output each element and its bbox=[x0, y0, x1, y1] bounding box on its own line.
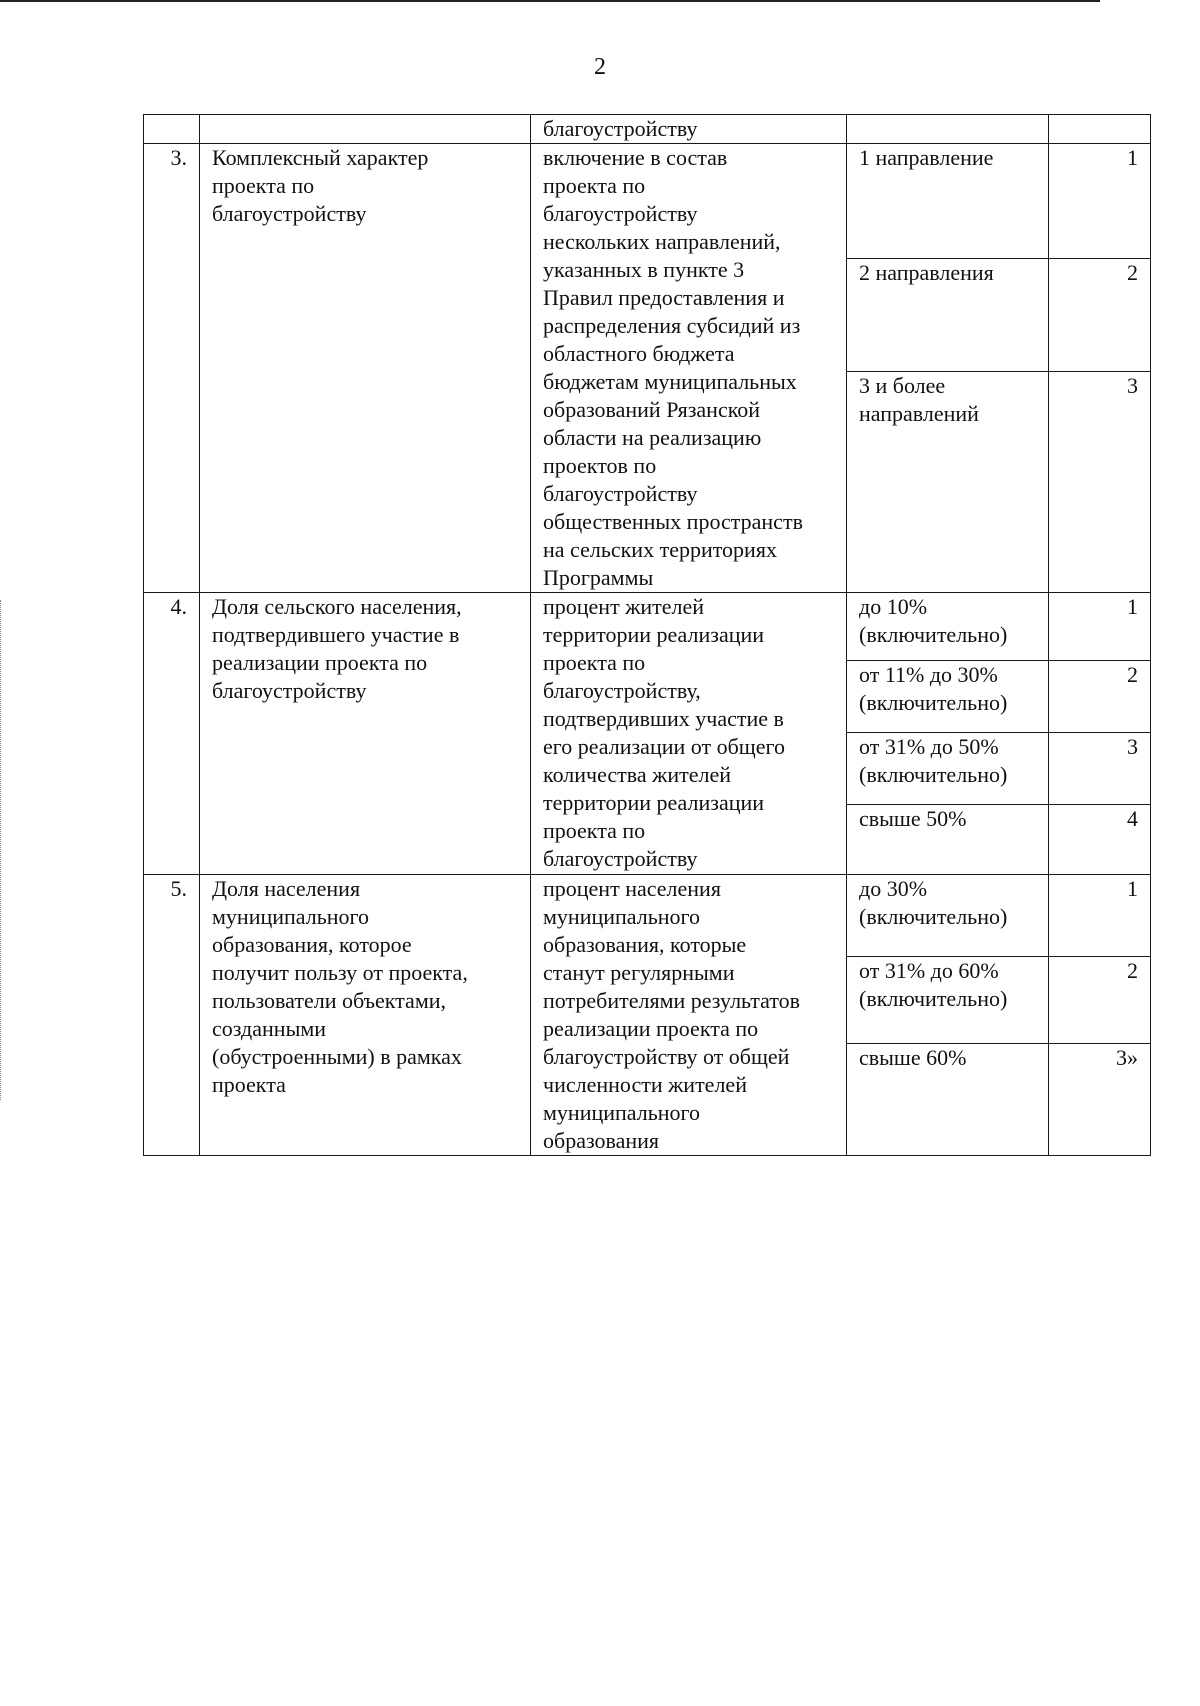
page-number: 2 bbox=[594, 54, 606, 80]
table-row bbox=[144, 593, 1151, 661]
cell-criterion bbox=[200, 115, 531, 144]
criterion-number: 3. bbox=[144, 144, 200, 593]
cell-description: благоустройству bbox=[531, 115, 847, 144]
table-row bbox=[144, 875, 1151, 957]
option-score: 3» bbox=[1049, 1044, 1151, 1156]
scan-margin-marks bbox=[0, 600, 3, 1100]
option-score: 2 bbox=[1049, 957, 1151, 1044]
criteria-table bbox=[143, 114, 1151, 1156]
option-value: от 11% до 30% (включительно) bbox=[847, 661, 1049, 733]
table-row-continuation bbox=[144, 115, 1151, 144]
option-score: 3 bbox=[1049, 372, 1151, 593]
criterion-name: Доля сельского населения, подтвердившего участие в реализации проекта по благоустройству bbox=[200, 593, 531, 875]
option-score: 1 bbox=[1049, 144, 1151, 259]
cell-value bbox=[847, 115, 1049, 144]
criterion-description: процент жителей территории реализации проекта по благоустройству, подтвердивших участие в его реализации от общего количества жителей территории реализации проекта по благоустройству bbox=[531, 593, 847, 875]
scan-top-edge bbox=[0, 0, 1100, 2]
option-score: 3 bbox=[1049, 733, 1151, 805]
option-value: свыше 50% bbox=[847, 805, 1049, 875]
option-score: 1 bbox=[1049, 875, 1151, 957]
criterion-description: включение в состав проекта по благоустройству нескольких направлений, указанных в пункте 3 Правил предоставления и распределения субсидий из областного бюджета бюджетам муниципальных образований Рязанской области на реализацию проектов по благоустройству общественных пространств на сельских территориях Программы bbox=[531, 144, 847, 593]
criterion-number: 5. bbox=[144, 875, 200, 1156]
option-value: до 10% (включительно) bbox=[847, 593, 1049, 661]
option-value: свыше 60% bbox=[847, 1044, 1049, 1156]
criterion-name: Доля населения муниципального образования, которое получит пользу от проекта, пользователи объектами, созданными (обустроенными) в рамках проекта bbox=[200, 875, 531, 1156]
option-value: до 30% (включительно) bbox=[847, 875, 1049, 957]
criterion-number: 4. bbox=[144, 593, 200, 875]
option-value: от 31% до 50% (включительно) bbox=[847, 733, 1049, 805]
option-score: 4 bbox=[1049, 805, 1151, 875]
cell-num bbox=[144, 115, 200, 144]
option-value: 3 и более направлений bbox=[847, 372, 1049, 593]
option-value: 2 направления bbox=[847, 259, 1049, 372]
option-value: 1 направление bbox=[847, 144, 1049, 259]
option-score: 2 bbox=[1049, 661, 1151, 733]
option-score: 1 bbox=[1049, 593, 1151, 661]
criterion-name: Комплексный характер проекта по благоустройству bbox=[200, 144, 531, 593]
table-row bbox=[144, 144, 1151, 259]
option-score: 2 bbox=[1049, 259, 1151, 372]
cell-score bbox=[1049, 115, 1151, 144]
option-value: от 31% до 60% (включительно) bbox=[847, 957, 1049, 1044]
criterion-description: процент населения муниципального образования, которые станут регулярными потребителями результатов реализации проекта по благоустройству от общей численности жителей муниципального образования bbox=[531, 875, 847, 1156]
